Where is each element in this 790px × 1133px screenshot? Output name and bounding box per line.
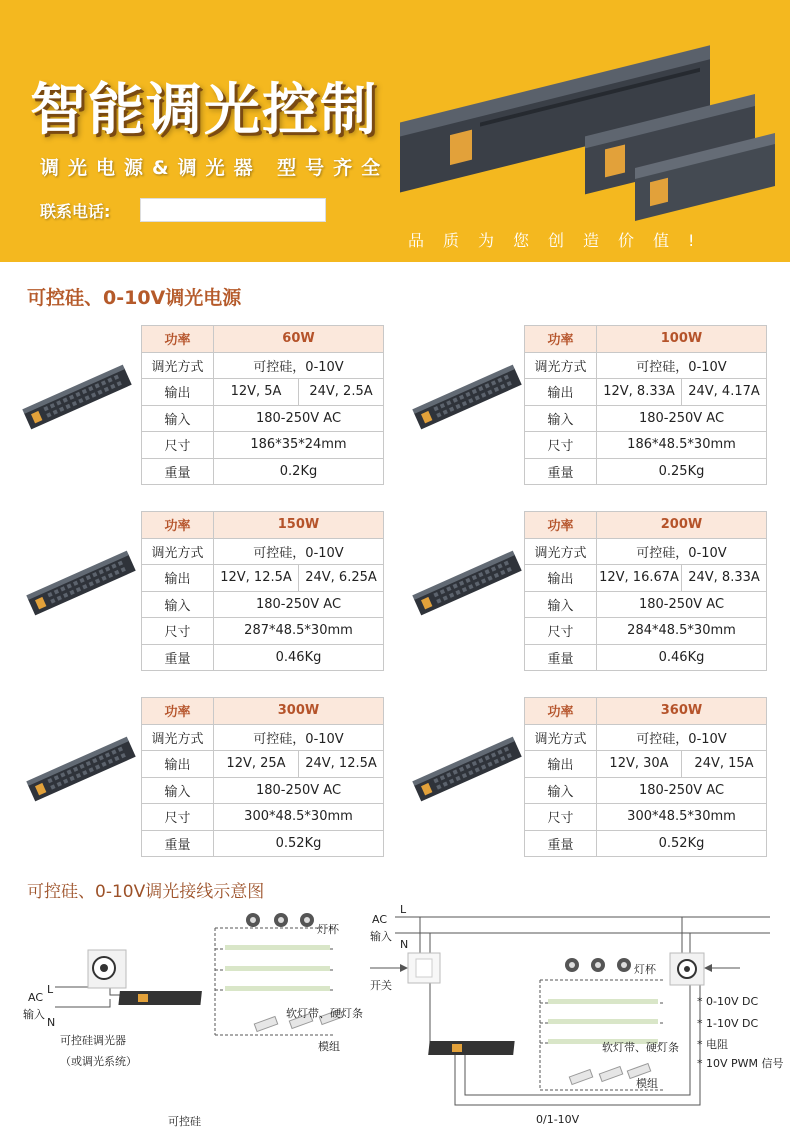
- spec-value-weight: 0.46Kg: [597, 644, 767, 671]
- spec-row-input: [142, 777, 384, 804]
- right-module-label: 模组: [636, 1077, 658, 1090]
- spec-label-output: 输出: [525, 565, 597, 592]
- spec-value-power: 200W: [597, 512, 767, 539]
- product-image: [408, 724, 526, 814]
- spec-value-weight: 0.25Kg: [597, 458, 767, 485]
- spec-row-weight: [525, 644, 767, 671]
- spec-table: [141, 511, 384, 671]
- spec-row-output: [142, 379, 384, 406]
- product-image: [408, 352, 526, 442]
- spec-label-dimming: 调光方式: [142, 724, 214, 751]
- spec-row-dimming: [525, 724, 767, 751]
- wiring-diagram-lines: [0, 895, 790, 1129]
- spec-label-input: 输入: [525, 405, 597, 432]
- product-photo: [330, 30, 790, 230]
- spec-row-output: [142, 751, 384, 778]
- section-title-wiring: 可控硅、0-10V调光接线示意图: [27, 882, 265, 902]
- spec-label-weight: 重量: [142, 644, 214, 671]
- spec-value-power: 360W: [597, 698, 767, 725]
- banner-slogan: 品质为您创造价值!: [408, 231, 714, 250]
- spec-value-dimming: 可控硅，0-10V: [214, 352, 384, 379]
- spec-row-weight: [142, 830, 384, 857]
- spec-label-input: 输入: [142, 405, 214, 432]
- spec-value-weight: 0.52Kg: [214, 830, 384, 857]
- spec-value-size: 300*48.5*30mm: [597, 804, 767, 831]
- spec-value-size: 300*48.5*30mm: [214, 804, 384, 831]
- section-title-power-supplies: 可控硅、0-10V调光电源: [27, 287, 242, 309]
- spec-value-output-b: 24V, 8.33A: [682, 565, 767, 592]
- spec-label-weight: 重量: [525, 458, 597, 485]
- spec-row-size: [525, 804, 767, 831]
- spec-value-output-b: 24V, 2.5A: [299, 379, 384, 406]
- left-n-label: N: [47, 1016, 56, 1029]
- driver-right: [428, 1041, 514, 1055]
- left-dimmer-note: （或调光系统）: [60, 1055, 137, 1068]
- spec-value-output-a: 12V, 8.33A: [597, 379, 682, 406]
- spec-label-weight: 重量: [142, 830, 214, 857]
- spec-value-size: 287*48.5*30mm: [214, 618, 384, 645]
- left-ac-label: AC: [28, 991, 44, 1004]
- spec-label-power: 功率: [142, 326, 214, 353]
- spec-label-size: 尺寸: [525, 432, 597, 459]
- spec-label-weight: 重量: [525, 644, 597, 671]
- spec-label-output: 输出: [525, 379, 597, 406]
- spec-label-size: 尺寸: [525, 618, 597, 645]
- spec-label-power: 功率: [525, 512, 597, 539]
- right-caption: 0/1-10V: [536, 1113, 580, 1126]
- spec-value-output-a: 12V, 30A: [597, 751, 682, 778]
- lamp-cups-right: [565, 958, 631, 972]
- spec-value-input: 180-250V AC: [597, 777, 767, 804]
- spec-value-weight: 0.46Kg: [214, 644, 384, 671]
- spec-value-input: 180-250V AC: [214, 777, 384, 804]
- left-input-label: 输入: [23, 1008, 45, 1021]
- spec-table: [141, 325, 384, 485]
- spec-value-size: 284*48.5*30mm: [597, 618, 767, 645]
- right-input-label: 输入: [370, 930, 392, 943]
- right-ac-label: AC: [372, 913, 388, 926]
- spec-value-input: 180-250V AC: [597, 405, 767, 432]
- driver-left: [118, 991, 201, 1005]
- spec-row-input: [142, 591, 384, 618]
- spec-value-input: 180-250V AC: [597, 591, 767, 618]
- spec-row-input: [525, 591, 767, 618]
- spec-value-output-b: 24V, 4.17A: [682, 379, 767, 406]
- spec-row-weight: [142, 644, 384, 671]
- spec-label-input: 输入: [142, 591, 214, 618]
- spec-row-input: [142, 405, 384, 432]
- phone-label: 联系电话:: [40, 202, 111, 221]
- spec-label-power: 功率: [525, 326, 597, 353]
- left-cup-label: 灯杯: [317, 923, 339, 936]
- phone-field[interactable]: [140, 198, 326, 222]
- spec-value-weight: 0.52Kg: [597, 830, 767, 857]
- product-image: [408, 538, 526, 628]
- spec-label-dimming: 调光方式: [142, 538, 214, 565]
- right-option-1: * 0-10V DC: [697, 995, 759, 1008]
- right-n-label: N: [400, 938, 409, 951]
- right-option-3: * 电阻: [697, 1038, 728, 1051]
- spec-label-dimming: 调光方式: [525, 724, 597, 751]
- left-caption: 可控硅: [168, 1115, 201, 1128]
- spec-label-output: 输出: [142, 565, 214, 592]
- spec-row-power: [142, 326, 384, 353]
- spec-row-dimming: [142, 724, 384, 751]
- right-strip-label: 软灯带、硬灯条: [602, 1041, 679, 1054]
- right-cup-label: 灯杯: [634, 963, 656, 976]
- left-dimmer-label: 可控硅调光器: [60, 1034, 126, 1047]
- spec-row-dimming: [142, 352, 384, 379]
- spec-table: [524, 697, 767, 857]
- right-switch-label: 开关: [370, 979, 392, 992]
- spec-value-output-b: 24V, 15A: [682, 751, 767, 778]
- spec-value-weight: 0.2Kg: [214, 458, 384, 485]
- spec-label-power: 功率: [142, 512, 214, 539]
- spec-label-dimming: 调光方式: [142, 352, 214, 379]
- spec-row-output: [525, 379, 767, 406]
- spec-row-output: [142, 565, 384, 592]
- spec-value-dimming: 可控硅，0-10V: [597, 538, 767, 565]
- product-image: [18, 352, 136, 442]
- spec-label-output: 输出: [142, 751, 214, 778]
- spec-row-size: [142, 618, 384, 645]
- spec-row-input: [525, 405, 767, 432]
- spec-row-size: [142, 432, 384, 459]
- spec-value-output-a: 12V, 5A: [214, 379, 299, 406]
- lamp-cups-left: [246, 913, 314, 927]
- spec-label-power: 功率: [525, 698, 597, 725]
- spec-row-power: [525, 326, 767, 353]
- spec-value-output-a: 12V, 12.5A: [214, 565, 299, 592]
- spec-row-size: [525, 432, 767, 459]
- spec-table: [524, 325, 767, 485]
- wiring-diagram: [0, 895, 790, 1129]
- spec-row-power: [142, 698, 384, 725]
- spec-label-input: 输入: [525, 777, 597, 804]
- spec-value-dimming: 可控硅，0-10V: [597, 724, 767, 751]
- spec-value-dimming: 可控硅，0-10V: [214, 724, 384, 751]
- spec-value-dimming: 可控硅，0-10V: [597, 352, 767, 379]
- spec-row-dimming: [525, 352, 767, 379]
- spec-value-power: 60W: [214, 326, 384, 353]
- spec-table: [524, 511, 767, 671]
- spec-label-size: 尺寸: [142, 804, 214, 831]
- product-image: [22, 724, 140, 814]
- spec-value-output-a: 12V, 16.67A: [597, 565, 682, 592]
- spec-row-output: [525, 751, 767, 778]
- spec-row-dimming: [525, 538, 767, 565]
- spec-row-input: [525, 777, 767, 804]
- left-l-label: L: [47, 983, 54, 996]
- spec-label-size: 尺寸: [525, 804, 597, 831]
- spec-label-size: 尺寸: [142, 432, 214, 459]
- spec-value-input: 180-250V AC: [214, 591, 384, 618]
- spec-value-output-b: 24V, 6.25A: [299, 565, 384, 592]
- wall-switch: [408, 953, 440, 983]
- spec-row-weight: [142, 458, 384, 485]
- spec-value-dimming: 可控硅，0-10V: [214, 538, 384, 565]
- spec-row-power: [525, 698, 767, 725]
- spec-row-power: [525, 512, 767, 539]
- spec-value-size: 186*35*24mm: [214, 432, 384, 459]
- spec-row-weight: [525, 458, 767, 485]
- spec-label-dimming: 调光方式: [525, 352, 597, 379]
- spec-label-power: 功率: [142, 698, 214, 725]
- hero-banner: [0, 0, 790, 262]
- spec-label-output: 输出: [142, 379, 214, 406]
- spec-row-power: [142, 512, 384, 539]
- spec-row-dimming: [142, 538, 384, 565]
- product-image: [22, 538, 140, 628]
- spec-value-power: 150W: [214, 512, 384, 539]
- spec-label-input: 输入: [525, 591, 597, 618]
- right-option-4: * 10V PWM 信号: [697, 1057, 784, 1070]
- spec-label-weight: 重量: [525, 830, 597, 857]
- right-option-2: * 1-10V DC: [697, 1017, 759, 1030]
- spec-table: [141, 697, 384, 857]
- spec-row-size: [142, 804, 384, 831]
- spec-label-dimming: 调光方式: [525, 538, 597, 565]
- banner-subtitle: 调光电源&调光器 型号齐全: [40, 157, 390, 179]
- left-module-label: 模组: [318, 1040, 340, 1053]
- spec-value-output-a: 12V, 25A: [214, 751, 299, 778]
- spec-row-weight: [525, 830, 767, 857]
- spec-value-input: 180-250V AC: [214, 405, 384, 432]
- spec-label-output: 输出: [525, 751, 597, 778]
- spec-label-weight: 重量: [142, 458, 214, 485]
- spec-value-size: 186*48.5*30mm: [597, 432, 767, 459]
- spec-value-power: 100W: [597, 326, 767, 353]
- spec-value-power: 300W: [214, 698, 384, 725]
- led-strips-left: [225, 945, 330, 991]
- spec-row-output: [525, 565, 767, 592]
- spec-value-output-b: 24V, 12.5A: [299, 751, 384, 778]
- spec-label-size: 尺寸: [142, 618, 214, 645]
- spec-label-input: 输入: [142, 777, 214, 804]
- led-strips-right: [548, 999, 658, 1044]
- right-l-label: L: [400, 903, 407, 916]
- spec-row-size: [525, 618, 767, 645]
- left-strip-label: 软灯带、硬灯条: [286, 1007, 363, 1020]
- banner-title: 智能调光控制: [30, 77, 378, 143]
